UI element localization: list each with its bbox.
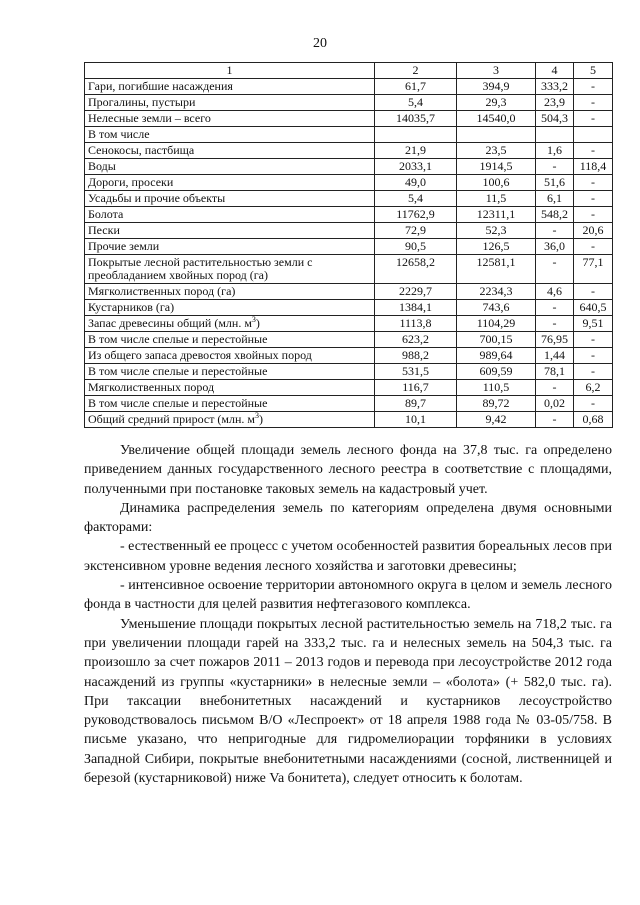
value-cell: - <box>574 239 613 255</box>
value-cell: 12311,1 <box>457 207 536 223</box>
value-cell: 78,1 <box>536 364 574 380</box>
paragraph: - интенсивное освоение территории автономного округа в целом и земель лесного фонда в частности для целей развития нефтегазового комплекса. <box>84 578 612 613</box>
value-cell <box>536 127 574 143</box>
row-label <box>85 223 375 239</box>
value-cell: 20,6 <box>574 223 613 239</box>
row-label <box>85 143 375 159</box>
value-cell: - <box>536 412 574 428</box>
row-label <box>85 79 375 95</box>
value-cell: 989,64 <box>457 348 536 364</box>
value-cell: 116,7 <box>375 380 457 396</box>
value-cell: 14035,7 <box>375 111 457 127</box>
value-cell: 0,68 <box>574 412 613 428</box>
value-cell: 12581,1 <box>457 255 536 284</box>
value-cell: - <box>574 364 613 380</box>
value-cell: - <box>574 111 613 127</box>
row-label <box>85 239 375 255</box>
row-label-text: Пески <box>88 223 120 237</box>
row-label <box>85 364 375 380</box>
value-cell: 609,59 <box>457 364 536 380</box>
row-label <box>85 95 375 111</box>
row-label <box>85 380 375 396</box>
body-text <box>84 441 612 788</box>
row-label-text: Запас древесины общий (млн. м <box>88 316 252 330</box>
row-label <box>85 175 375 191</box>
value-cell: 9,51 <box>574 316 613 332</box>
value-cell: 72,9 <box>375 223 457 239</box>
value-cell: 77,1 <box>574 255 613 284</box>
value-cell: - <box>536 159 574 175</box>
row-label-text: В том числе <box>88 127 150 141</box>
row-label-text: Болота <box>88 207 124 221</box>
value-cell: 1384,1 <box>375 300 457 316</box>
row-label-text: Покрытые лесной растительностью земли с преобладанием хвойных пород (га) <box>88 255 313 282</box>
value-cell: - <box>574 396 613 412</box>
row-label <box>85 207 375 223</box>
table-row <box>85 396 613 412</box>
row-label <box>85 159 375 175</box>
row-label <box>85 255 375 284</box>
table-body <box>85 79 613 428</box>
value-cell: 5,4 <box>375 191 457 207</box>
value-cell: - <box>536 300 574 316</box>
paragraph: Увеличение общей площади земель лесного фонда на 37,8 тыс. га определено приведением данных государственного лесного реестра в соответствие с площадями, полученными при постановке таковых земель на кадастровый учет. <box>84 443 612 497</box>
value-cell: 2234,3 <box>457 284 536 300</box>
row-label-text: Прогалины, пустыри <box>88 95 196 109</box>
value-cell: 14540,0 <box>457 111 536 127</box>
table-row <box>85 239 613 255</box>
paragraph: Динамика распределения земель по категориям определена двумя основными факторами: <box>84 500 612 536</box>
value-cell: 548,2 <box>536 207 574 223</box>
value-cell: - <box>574 348 613 364</box>
table-row <box>85 79 613 95</box>
land-fund-table <box>84 62 613 428</box>
table-row <box>85 380 613 396</box>
value-cell: 2033,1 <box>375 159 457 175</box>
row-label <box>85 284 375 300</box>
value-cell: - <box>536 380 574 396</box>
value-cell: - <box>574 143 613 159</box>
value-cell: 9,42 <box>457 412 536 428</box>
value-cell: 23,5 <box>457 143 536 159</box>
row-label <box>85 316 375 332</box>
table-row <box>85 316 613 332</box>
value-cell: 700,15 <box>457 332 536 348</box>
value-cell: - <box>574 332 613 348</box>
table-row <box>85 95 613 111</box>
column-header: 1 <box>85 63 375 79</box>
table-row <box>85 207 613 223</box>
row-label-suffix: ) <box>259 412 264 426</box>
value-cell: 333,2 <box>536 79 574 95</box>
value-cell: 394,9 <box>457 79 536 95</box>
row-label <box>85 396 375 412</box>
value-cell: 36,0 <box>536 239 574 255</box>
value-cell: 89,7 <box>375 396 457 412</box>
value-cell: 110,5 <box>457 380 536 396</box>
value-cell: 100,6 <box>457 175 536 191</box>
row-label-text: Мягколиственных пород (га) <box>88 284 236 298</box>
row-label <box>85 332 375 348</box>
row-label-text: Усадьбы и прочие объекты <box>88 191 226 205</box>
value-cell: 76,95 <box>536 332 574 348</box>
value-cell: 10,1 <box>375 412 457 428</box>
table-row <box>85 332 613 348</box>
column-header: 4 <box>536 63 574 79</box>
table-row <box>85 159 613 175</box>
value-cell: - <box>574 207 613 223</box>
unit-superscript: 3 <box>251 315 256 324</box>
value-cell: 4,6 <box>536 284 574 300</box>
value-cell: - <box>574 79 613 95</box>
value-cell: 52,3 <box>457 223 536 239</box>
column-header: 5 <box>574 63 613 79</box>
row-label-text: Воды <box>88 159 116 173</box>
value-cell: 0,02 <box>536 396 574 412</box>
table-row <box>85 364 613 380</box>
value-cell: - <box>574 284 613 300</box>
value-cell: 1104,29 <box>457 316 536 332</box>
paragraph: Уменьшение площади покрытых лесной растительностью земель на 718,2 тыс. га при увеличении площади гарей на 333,2 тыс. га и нелесных земель на 504,3 тыс. га произошло за счет пожаров 2011 – 2013 годов и перевода при лесоустройстве 2012 года насаждений из группы «кустарники» в нелесные земли – «болота» (+ 582,0 тыс. га). При таксации внебонитетных насаждений и кустарников лесоустройство руководствовалось письмом В/О «Леспроект» от 18 апреля 1988 года № 03-05/758. В письме указано, что непригодные для гидромелиорации торфяники в условиях Западной Сибири, покрытые внебонитетными насаждениями (сосной, лиственницей и березой (кустарниковой) ниже Va бонитета), следует относить к болотам. <box>84 616 612 787</box>
value-cell: 61,7 <box>375 79 457 95</box>
table-row <box>85 284 613 300</box>
value-cell: 118,4 <box>574 159 613 175</box>
column-header: 2 <box>375 63 457 79</box>
table-row <box>85 412 613 428</box>
value-cell: 1113,8 <box>375 316 457 332</box>
table-row <box>85 111 613 127</box>
value-cell: - <box>574 191 613 207</box>
value-cell <box>574 127 613 143</box>
value-cell: 12658,2 <box>375 255 457 284</box>
row-label <box>85 111 375 127</box>
value-cell: 11762,9 <box>375 207 457 223</box>
row-label-text: В том числе спелые и перестойные <box>88 396 268 410</box>
value-cell: 51,6 <box>536 175 574 191</box>
row-label-text: Гари, погибшие насаждения <box>88 79 233 93</box>
row-label-text: В том числе спелые и перестойные <box>88 364 268 378</box>
row-label-text: Мягколиственных пород <box>88 380 215 394</box>
value-cell <box>375 127 457 143</box>
value-cell: 89,72 <box>457 396 536 412</box>
table-row <box>85 223 613 239</box>
row-label <box>85 191 375 207</box>
value-cell: - <box>536 223 574 239</box>
value-cell: 21,9 <box>375 143 457 159</box>
table-header-row <box>85 63 613 79</box>
row-label-text: Из общего запаса древостоя хвойных пород <box>88 348 312 362</box>
value-cell: 49,0 <box>375 175 457 191</box>
table-row <box>85 255 613 284</box>
value-cell: 6,1 <box>536 191 574 207</box>
value-cell: 90,5 <box>375 239 457 255</box>
value-cell: 988,2 <box>375 348 457 364</box>
value-cell: - <box>574 95 613 111</box>
value-cell: 126,5 <box>457 239 536 255</box>
value-cell: 11,5 <box>457 191 536 207</box>
value-cell: 29,3 <box>457 95 536 111</box>
value-cell <box>457 127 536 143</box>
row-label-text: Прочие земли <box>88 239 160 253</box>
table-row <box>85 348 613 364</box>
value-cell: - <box>574 175 613 191</box>
value-cell: 1,6 <box>536 143 574 159</box>
table-row <box>85 300 613 316</box>
value-cell: 531,5 <box>375 364 457 380</box>
table-row <box>85 191 613 207</box>
value-cell: 6,2 <box>574 380 613 396</box>
row-label-text: Общий средний прирост (млн. м <box>88 412 256 426</box>
row-label <box>85 300 375 316</box>
value-cell: 5,4 <box>375 95 457 111</box>
row-label-text: Кустарников (га) <box>88 300 175 314</box>
value-cell: 623,2 <box>375 332 457 348</box>
value-cell: 743,6 <box>457 300 536 316</box>
table-row <box>85 143 613 159</box>
value-cell: - <box>536 316 574 332</box>
value-cell: 2229,7 <box>375 284 457 300</box>
column-header: 3 <box>457 63 536 79</box>
table-row <box>85 175 613 191</box>
table-row <box>85 127 613 143</box>
row-label-text: В том числе спелые и перестойные <box>88 332 268 346</box>
paragraph: - естественный ее процесс с учетом особенностей развития бореальных лесов при экстенсивном уровне ведения лесного хозяйства и заготовки древесины; <box>84 539 612 574</box>
row-label-text: Нелесные земли – всего <box>88 111 211 125</box>
row-label <box>85 348 375 364</box>
unit-superscript: 3 <box>255 411 260 420</box>
value-cell: 504,3 <box>536 111 574 127</box>
value-cell: - <box>536 255 574 284</box>
row-label-text: Сенокосы, пастбища <box>88 143 195 157</box>
value-cell: 640,5 <box>574 300 613 316</box>
row-label-suffix: ) <box>255 316 260 330</box>
value-cell: 1914,5 <box>457 159 536 175</box>
value-cell: 1,44 <box>536 348 574 364</box>
value-cell: 23,9 <box>536 95 574 111</box>
page-number: 20 <box>313 36 327 51</box>
row-label <box>85 127 375 143</box>
row-label <box>85 412 375 428</box>
row-label-text: Дороги, просеки <box>88 175 174 189</box>
